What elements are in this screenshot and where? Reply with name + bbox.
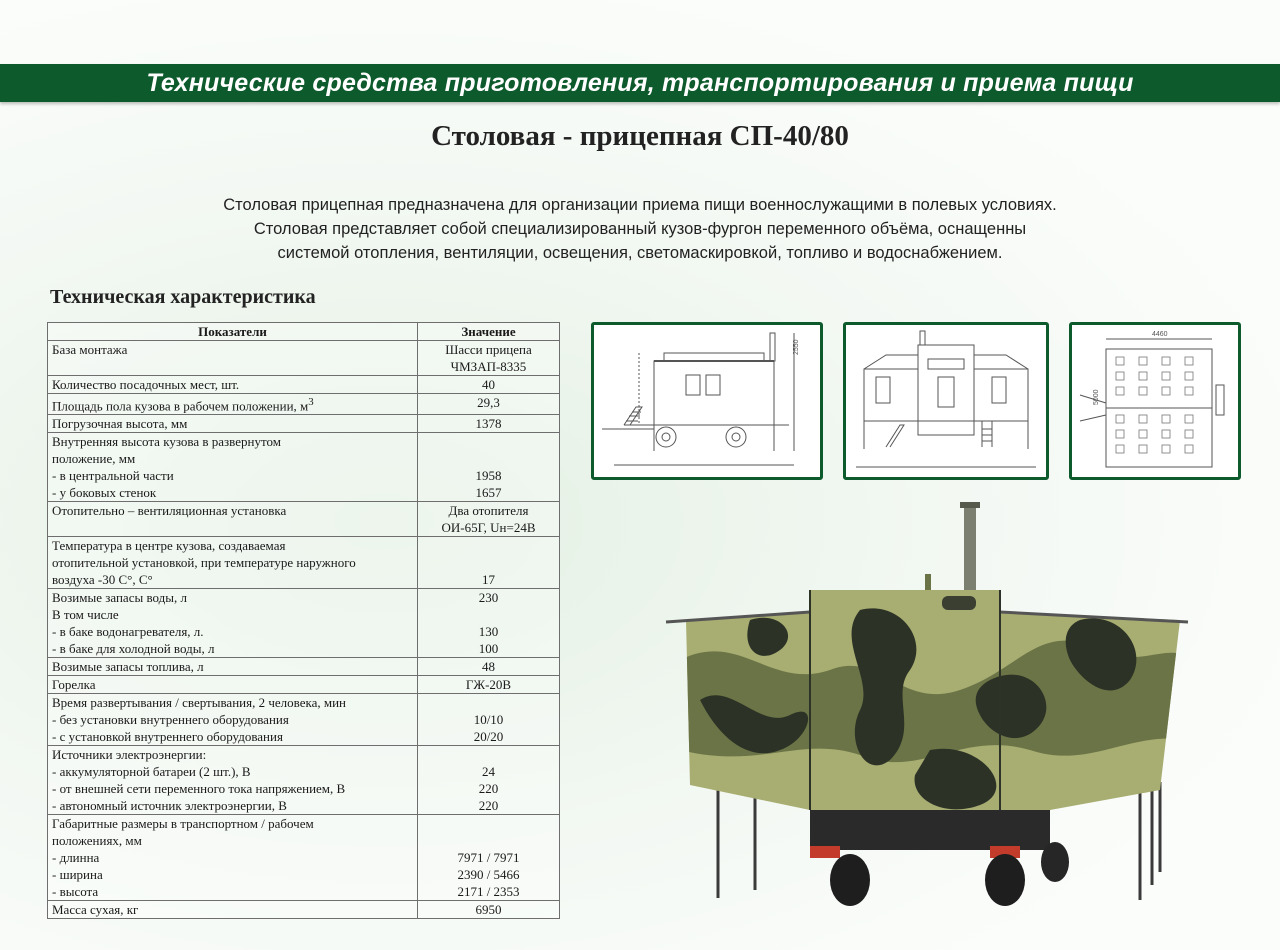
value-cell (418, 502, 560, 537)
indicator-cell (48, 376, 418, 394)
value-line: 100 (478, 641, 499, 657)
spec-table-body (48, 341, 560, 919)
table-row (48, 341, 560, 376)
table-row (48, 658, 560, 676)
value-cell (418, 537, 560, 589)
value-line: ЧМЗАП-8335 (450, 359, 527, 374)
indicator-cell (48, 658, 418, 676)
table-row (48, 376, 560, 394)
value-line: 220 (478, 781, 499, 797)
indicator-line: - высота (52, 884, 99, 900)
plan-width-dimension: 4460 (1152, 331, 1168, 338)
value-cell (418, 746, 560, 815)
value-line: 230 (478, 590, 499, 606)
value-cell (418, 676, 560, 694)
table-row (48, 415, 560, 433)
value-line: 10/10 (473, 712, 504, 728)
plan-view-schematic (1072, 325, 1238, 477)
value-cell (418, 658, 560, 676)
value-cell (418, 341, 560, 376)
plan-seat (1139, 387, 1147, 395)
plan-seat (1116, 372, 1124, 380)
value-line: 48 (482, 659, 495, 675)
value-line: 2171 / 2353 (457, 884, 520, 900)
indicator-line: Масса сухая, кг (52, 902, 139, 918)
indicator-line: - в баке водонагревателя, л. (52, 624, 204, 640)
indicator-text: Площадь пола кузова в рабочем положении, м (52, 398, 309, 414)
indicator-line: - ширина (52, 867, 103, 883)
indicator-line: Погрузочная высота, мм (52, 416, 188, 432)
value-cell (418, 589, 560, 658)
value-line: 130 (478, 624, 499, 640)
value-cell (418, 694, 560, 746)
value-line: ГЖ-20В (465, 677, 512, 693)
plan-seat (1162, 415, 1170, 423)
value-line: Шасси прицепа (445, 342, 532, 357)
plan-seat (1185, 415, 1193, 423)
front-view-schematic (846, 325, 1046, 477)
indicator-line: База монтажа (52, 342, 128, 357)
indicator-line: Внутренняя высота кузова в развернутом (52, 434, 281, 450)
value-line: 1378 (475, 416, 502, 432)
indicator-cell (48, 394, 418, 415)
plan-seat (1116, 430, 1124, 438)
indicator-line: Количество посадочных мест, шт. (52, 377, 240, 392)
rear-light-left (810, 846, 840, 858)
indicator-cell (48, 537, 418, 589)
plan-seat (1185, 357, 1193, 365)
value-line: ОИ-65Г, Uн=24В (441, 520, 536, 536)
indicator-line: Возимые запасы топлива, л (52, 659, 204, 675)
table-row (48, 589, 560, 658)
indicator-line: - от внешней сети переменного тока напряжением, В (52, 781, 346, 797)
wheel-left (830, 854, 870, 906)
intro-line: системой отопления, вентиляции, освещения, светомаскировкой, топливо и водоснабжением. (277, 244, 1003, 262)
indicator-cell (48, 502, 418, 537)
indicator-line: положениях, мм (52, 833, 142, 849)
plan-seat (1162, 357, 1170, 365)
value-cell (418, 433, 560, 502)
indicator-line: - с установкой внутреннего оборудования (52, 729, 283, 745)
indicator-line: В том числе (52, 607, 119, 623)
indicator-line: - без установки внутреннего оборудования (52, 712, 289, 728)
plan-seat (1139, 372, 1147, 380)
indicator-cell (48, 341, 418, 376)
chimney (964, 506, 976, 592)
plan-seat (1162, 387, 1170, 395)
value-line (422, 606, 555, 623)
value-line: 24 (482, 764, 495, 780)
indicator-line: Время развертывания / свертывания, 2 человека, мин (52, 695, 347, 711)
intro-line: Столовая представляет собой специализированный кузов-фургон переменного объёма, оснащенны (253, 220, 1027, 238)
indicator-line: положение, мм (52, 451, 136, 467)
intro-paragraph (140, 193, 1140, 265)
plan-seat (1162, 372, 1170, 380)
plan-seat (1162, 430, 1170, 438)
value-cell (418, 815, 560, 901)
trailer-photo (660, 500, 1190, 912)
roof-vent (942, 596, 976, 610)
indicator-cell (48, 901, 418, 919)
table-row (48, 676, 560, 694)
plan-seat (1185, 430, 1193, 438)
header-banner (0, 64, 1280, 102)
indicator-line: Источники электроэнергии: (52, 747, 207, 763)
plan-seat (1139, 415, 1147, 423)
indicator-cell (48, 815, 418, 901)
plan-seat (1139, 445, 1147, 453)
value-cell (418, 901, 560, 919)
value-cell (418, 415, 560, 433)
indicator-cell (48, 589, 418, 658)
indicator-line: - автономный источник электроэнергии, В (52, 798, 287, 814)
value-line: 40 (482, 377, 495, 392)
plan-seat (1116, 445, 1124, 453)
table-row (48, 537, 560, 589)
table-row (48, 502, 560, 537)
indicator-line (52, 394, 413, 414)
indicator-line: - в баке для холодной воды, л (52, 641, 215, 657)
indicator-line: - у боковых стенок (52, 485, 157, 501)
side-view-drawing (591, 322, 823, 480)
table-row (48, 394, 560, 415)
indicator-line: отопительной установкой, при температуре наружного (52, 555, 356, 571)
plan-length-dimension: 5000 (1093, 389, 1100, 405)
value-line: 29,3 (477, 395, 500, 410)
indicator-line: Горелка (52, 677, 96, 693)
spec-table (47, 322, 560, 919)
table-row (48, 901, 560, 919)
indicator-cell (48, 415, 418, 433)
plan-seat (1185, 445, 1193, 453)
value-line: 2390 / 5466 (457, 867, 520, 883)
plan-seat (1139, 430, 1147, 438)
value-line: 220 (478, 798, 499, 814)
plan-seat (1116, 357, 1124, 365)
indicator-line: Габаритные размеры в транспортном / рабочем (52, 816, 314, 832)
banner-title: Технические средства приготовления, транспортирования и приема пищи (146, 68, 1134, 97)
indicator-line: Возимые запасы воды, л (52, 590, 187, 606)
plan-view-drawing (1069, 322, 1241, 480)
value-line: 7971 / 7971 (457, 850, 520, 866)
plan-seat (1139, 357, 1147, 365)
value-cell (418, 394, 560, 415)
plan-seat (1116, 415, 1124, 423)
column-header-indicator: Показатели (48, 323, 418, 341)
table-header-row (48, 323, 560, 341)
side-view-dimension: 2550 (793, 339, 800, 355)
indicator-cell (48, 433, 418, 502)
table-row (48, 746, 560, 815)
value-line: Два отопителя (448, 503, 529, 519)
indicator-line: Температура в центре кузова, создаваемая (52, 538, 286, 554)
plan-seats (1116, 357, 1193, 453)
plan-seat (1116, 387, 1124, 395)
page-title: Столовая - прицепная СП-40/80 (431, 120, 849, 152)
indicator-cell (48, 676, 418, 694)
value-line: 1958 (475, 468, 502, 484)
indicator-line: воздуха -30 С°, С° (52, 572, 153, 588)
column-header-value: Значение (418, 323, 560, 341)
wheel-right (985, 854, 1025, 906)
value-line: 17 (482, 572, 495, 588)
plan-seat (1162, 445, 1170, 453)
front-view-drawing (843, 322, 1049, 480)
side-view-schematic (594, 325, 820, 477)
plan-seat (1185, 372, 1193, 380)
table-row (48, 815, 560, 901)
indicator-cell (48, 746, 418, 815)
value-line: 1657 (475, 485, 502, 501)
table-row (48, 433, 560, 502)
indicator-line: Отопительно – вентиляционная установка (52, 503, 287, 519)
chassis (810, 810, 1050, 850)
value-cell (418, 376, 560, 394)
indicator-line: - длинна (52, 850, 100, 866)
superscript: 3 (308, 396, 314, 408)
indicator-line: - аккумуляторной батареи (2 шт.), В (52, 764, 251, 780)
plan-seat (1185, 387, 1193, 395)
section-title: Техническая характеристика (50, 286, 316, 308)
intro-line: Столовая прицепная предназначена для организации приема пищи военнослужащими в полевых условиях. (223, 196, 1057, 214)
table-row (48, 694, 560, 746)
value-line: 20/20 (473, 729, 504, 745)
indicator-cell (48, 694, 418, 746)
value-line: 6950 (475, 902, 502, 918)
indicator-line: - в центральной части (52, 468, 174, 484)
